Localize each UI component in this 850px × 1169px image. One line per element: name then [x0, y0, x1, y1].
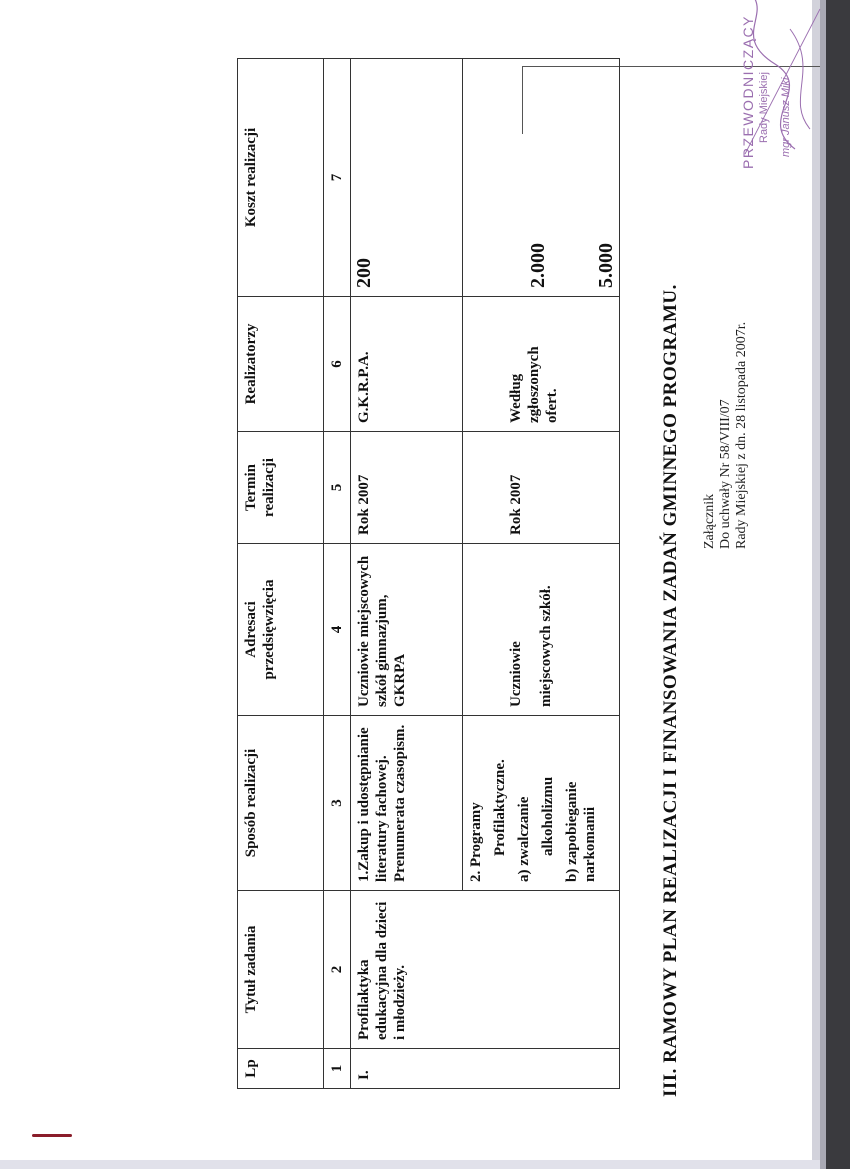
column-number: 6 — [324, 297, 351, 432]
column-number-row — [324, 59, 351, 1089]
cost-cell — [351, 59, 620, 297]
header-row — [238, 59, 324, 1089]
column-number: 2 — [324, 891, 351, 1049]
plan-table — [237, 58, 620, 1089]
method-2-sub: Profilaktyczne. — [492, 759, 508, 856]
task-row — [351, 59, 620, 1089]
column-number: 5 — [324, 432, 351, 544]
cost-1-value: 200 — [353, 258, 375, 288]
method-cell — [351, 716, 620, 891]
row-task-title: Profilaktyka edukacyjna dla dzieci i młodzieży. — [351, 891, 620, 1049]
header-term: Termin realizacji — [238, 432, 324, 544]
term-cell — [351, 432, 620, 544]
attachment-line-2: Do uchwały Nr 58/VIII/07 — [718, 399, 733, 549]
stamp-line-1: PRZEWODNICZĄCY — [740, 15, 756, 169]
cost-1 — [351, 59, 463, 296]
cost-2 — [463, 59, 619, 296]
stamp-line-3: mgr Janusz Miki — [780, 77, 792, 157]
cost-2a-value: 2.000 — [527, 243, 549, 288]
attachment-line-1: Załącznik — [702, 493, 717, 549]
header-title: Tytuł zadania — [238, 891, 324, 1049]
addressees-2 — [463, 544, 559, 715]
addressees-2-line2: miejscowych szkół. — [538, 585, 554, 707]
attachment-note — [702, 322, 750, 549]
column-number: 7 — [324, 59, 351, 297]
row-lp: I. — [351, 1049, 620, 1089]
method-2 — [463, 716, 603, 890]
column-number: 3 — [324, 716, 351, 891]
document-title: III. RAMOWY PLAN REALIZACJI I FINANSOWANIA ZADAŃ GMINNEGO PROGRAMU. — [660, 284, 681, 1097]
column-number: 1 — [324, 1049, 351, 1089]
attachment-line-3: Rady Miejskiej z dn. 28 listopada 2007r. — [734, 321, 749, 549]
addressees-2-line1: Uczniowie — [508, 641, 524, 707]
term-2 — [463, 432, 529, 543]
method-2-a: a) zwalczanie — [516, 796, 532, 882]
addressees-1: Uczniowie miejscowych szkół gimnazjum, GKRPA — [351, 544, 463, 715]
cost-2b-value: 5.000 — [595, 243, 617, 288]
header-executors: Realizatorzy — [238, 297, 324, 432]
header-cost: Koszt realizacji — [238, 59, 324, 297]
executors-2-value: Według zgłoszonych ofert. — [508, 346, 560, 423]
method-1: 1.Zakup i udostępnianie literatury fachowej. Prenumerata czasopism. — [351, 716, 463, 890]
stamp-line-2: Rady Miejskiej — [758, 72, 770, 143]
term-1: Rok 2007 — [351, 432, 463, 543]
header-method: Sposób realizacji — [238, 716, 324, 891]
method-2-b: b) zapobieganie narkomanii — [564, 781, 598, 882]
column-number: 4 — [324, 544, 351, 716]
executors-cell — [351, 297, 620, 432]
addressees-cell — [351, 544, 620, 716]
header-lp: Lp — [238, 1049, 324, 1089]
executors-1: G.K.R.P.A. — [351, 297, 463, 431]
executors-2 — [463, 297, 565, 431]
method-2-title: 2. Programy — [468, 802, 484, 882]
header-addressees: Adresaci przedsięwzięcia — [238, 544, 324, 716]
term-2-value: Rok 2007 — [508, 474, 524, 535]
method-2-a-cont: alkoholizmu — [540, 776, 556, 856]
